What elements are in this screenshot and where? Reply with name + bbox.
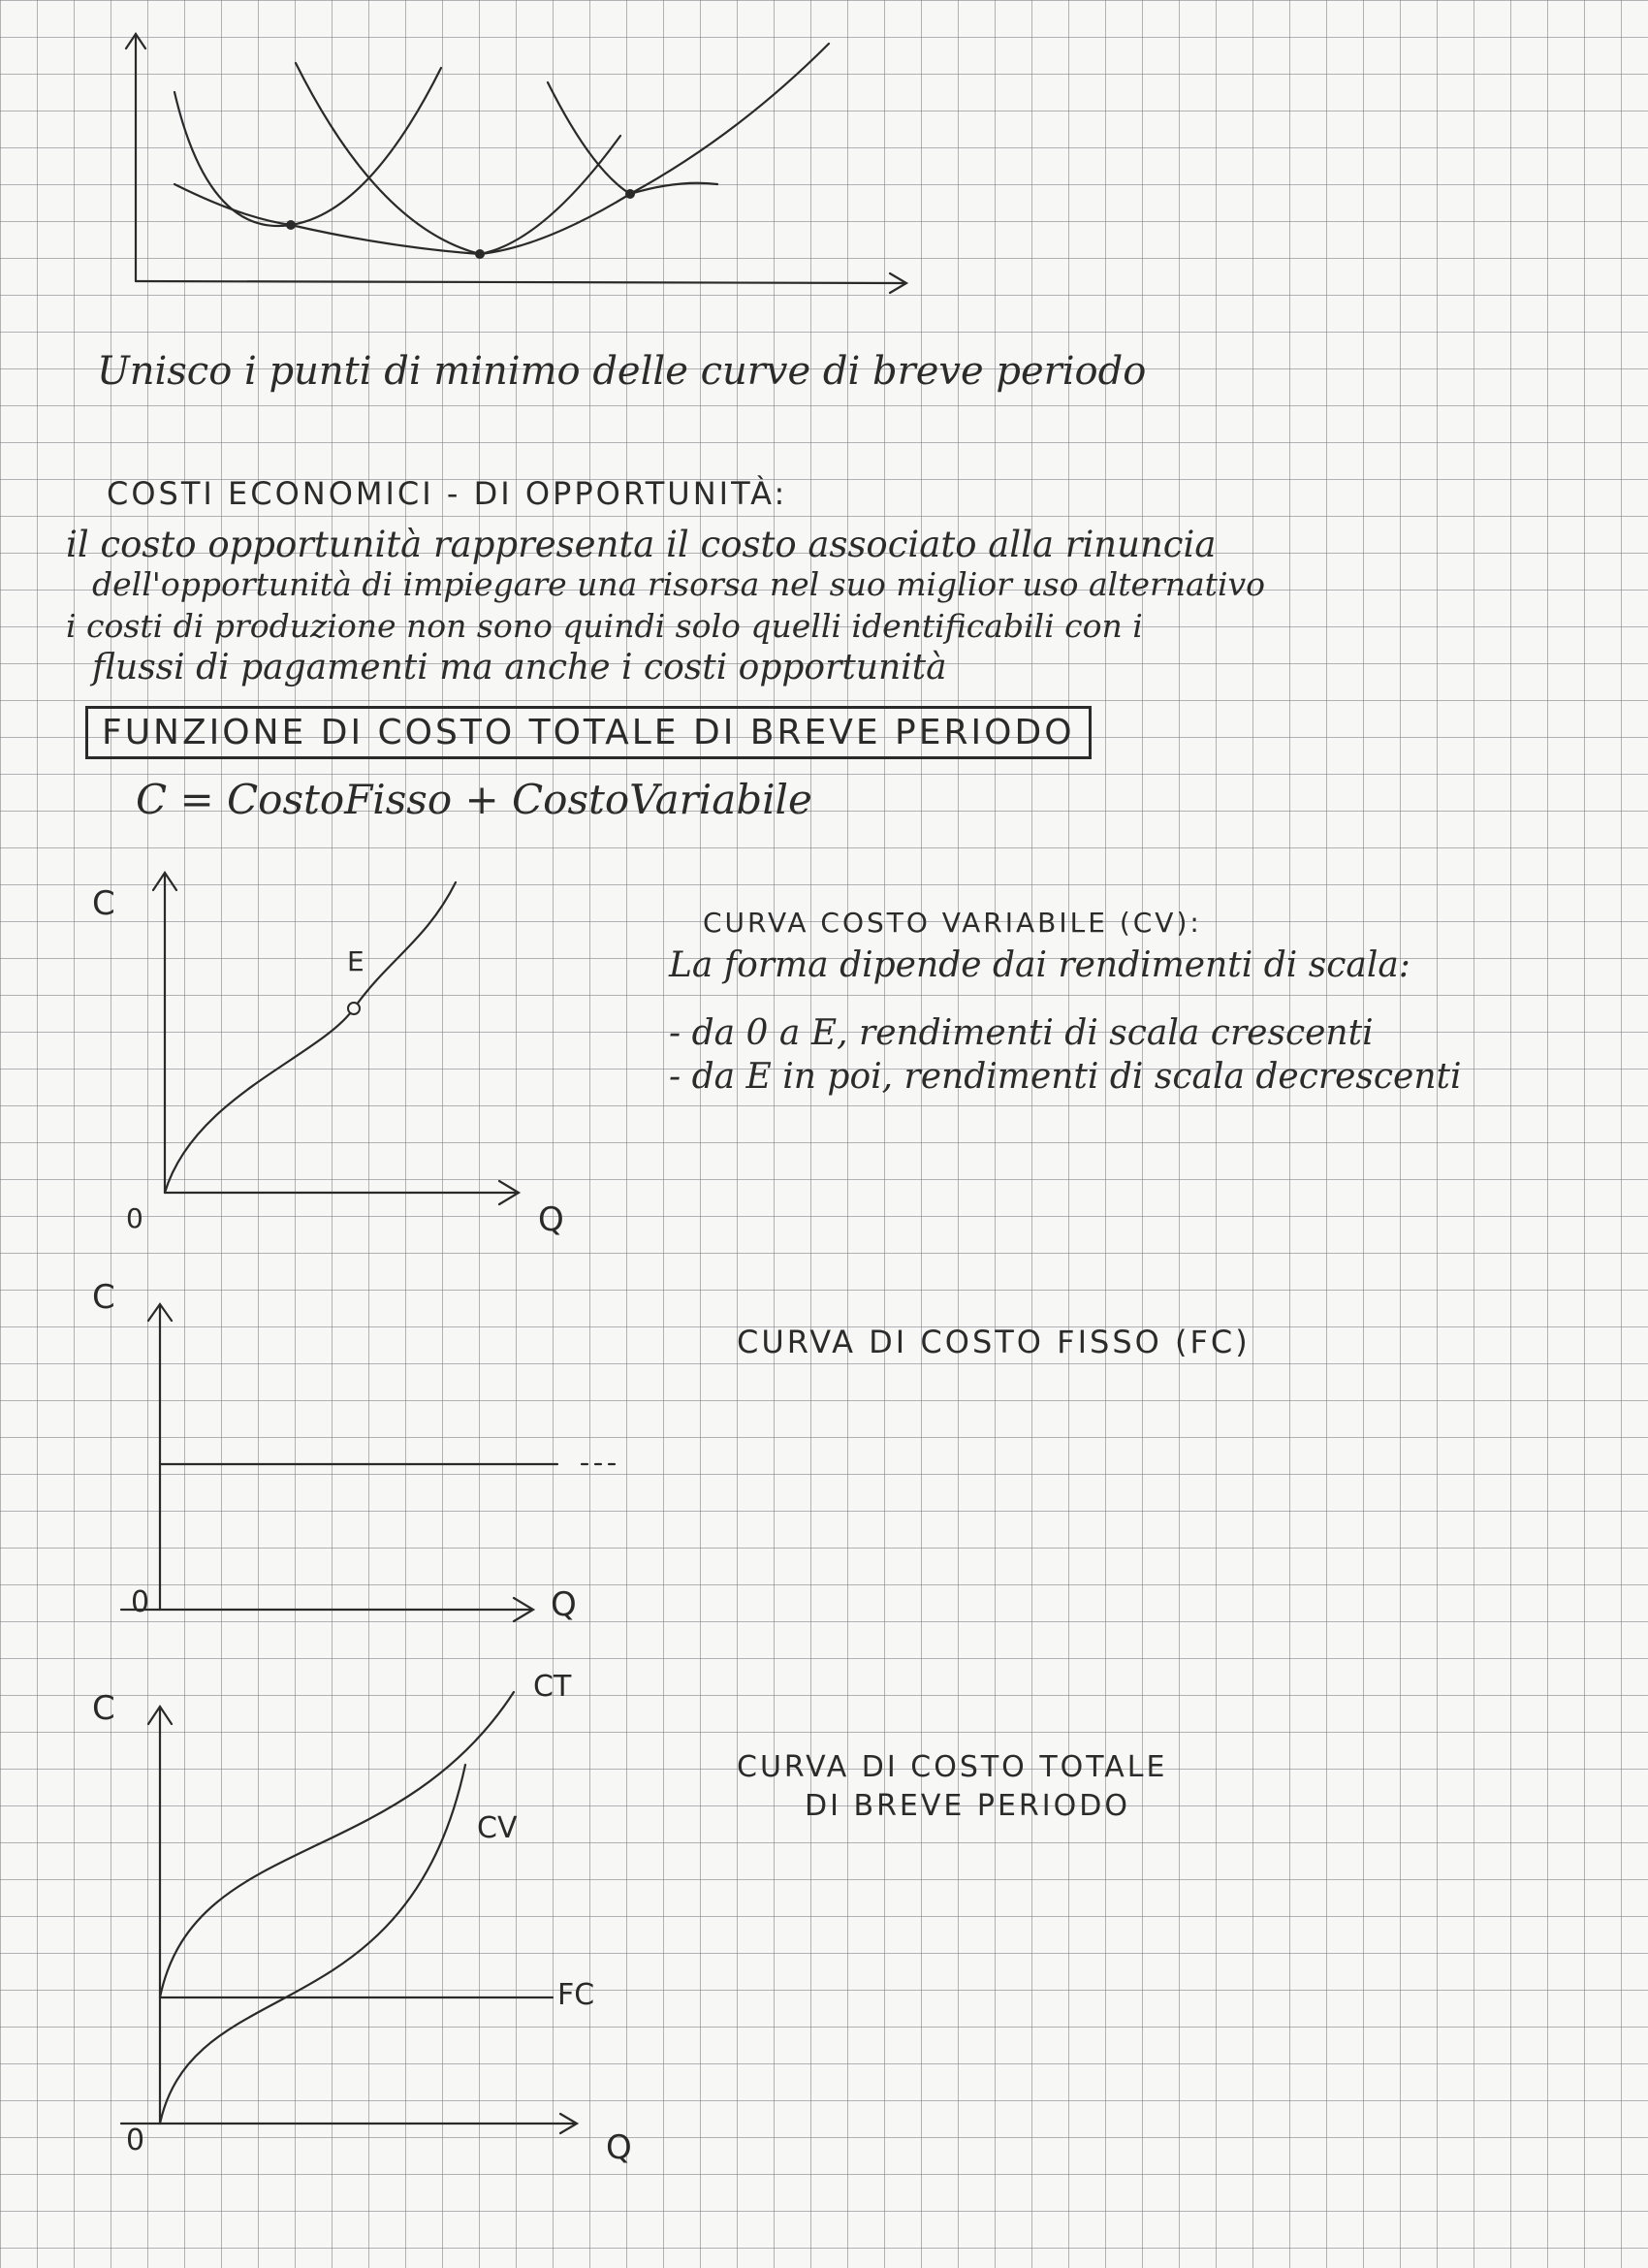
fc-y-label: C [92, 1278, 115, 1317]
ct-y-label: C [92, 1689, 115, 1728]
boxed-heading: FUNZIONE DI COSTO TOTALE DI BREVE PERIODO [85, 706, 1092, 759]
long-run-envelope-curve [174, 44, 829, 254]
total-cost-curve [160, 1692, 514, 1997]
total-cost-chart [0, 1668, 679, 2211]
ct-x-label: Q [606, 2128, 632, 2167]
ct-title-line-1: CURVA DI COSTO TOTALE [737, 1750, 1168, 1784]
intro-sentence: Unisco i punti di minimo delle curve di breve periodo [97, 349, 1147, 394]
variable-cost-curve [160, 1765, 465, 2124]
fc-title: CURVA DI COSTO FISSO (FC) [737, 1324, 1251, 1360]
section-costs-line-3: i costi di produzione non sono quindi solo quelli identificabili con i [66, 607, 1143, 645]
section-costs-line-4: flussi di pagamenti ma anche i costi opportunità [92, 648, 947, 687]
fc-curve-label: FC [557, 1978, 595, 2012]
cv-item-2: - da E in poi, rendimenti di scala decrescenti [669, 1057, 1462, 1097]
x-axis [121, 2114, 577, 2133]
fc-origin-label: 0 [131, 1585, 150, 1619]
ct-curve-label: CT [533, 1670, 572, 1704]
y-axis [153, 873, 176, 1193]
fc-x-label: Q [551, 1585, 577, 1624]
cv-curve-label: CV [477, 1811, 518, 1845]
tangency-point-2 [475, 249, 485, 259]
cv-title: CURVA COSTO VARIABILE (CV): [703, 907, 1202, 939]
y-axis [126, 34, 145, 281]
envelope-curves-figure [0, 0, 1648, 320]
ct-origin-label: 0 [126, 2124, 145, 2157]
fixed-cost-chart [0, 1280, 679, 1639]
cost-formula: C = CostoFisso + CostoVariabile [136, 776, 812, 823]
tangency-point-1 [286, 220, 296, 230]
x-axis [121, 1598, 533, 1621]
x-axis [165, 1181, 519, 1204]
cv-item-1: - da 0 a E, rendimenti di scala crescenti [669, 1013, 1374, 1053]
ct-title-line-2: DI BREVE PERIODO [805, 1789, 1130, 1823]
y-axis [148, 1304, 172, 1610]
cv-origin-label: 0 [126, 1202, 143, 1234]
inflection-point-e [348, 1003, 360, 1014]
cv-y-label: C [92, 884, 115, 923]
section-costs-line-1: il costo opportunità rappresenta il costo associato alla rinuncia [66, 524, 1217, 565]
cv-desc: La forma dipende dai rendimenti di scala: [669, 945, 1410, 985]
cv-x-label: Q [538, 1200, 564, 1239]
tangency-point-3 [625, 189, 635, 199]
short-run-curve-3 [548, 82, 717, 194]
x-axis [136, 273, 906, 293]
section-costs-title: COSTI ECONOMICI - DI OPPORTUNITÀ: [107, 475, 788, 512]
y-axis [148, 1707, 172, 2124]
cv-point-e-label: E [347, 945, 364, 977]
variable-cost-curve [165, 882, 456, 1193]
section-costs-line-2: dell'opportunità di impiegare una risorsa nel suo miglior uso alternativo [92, 565, 1266, 603]
